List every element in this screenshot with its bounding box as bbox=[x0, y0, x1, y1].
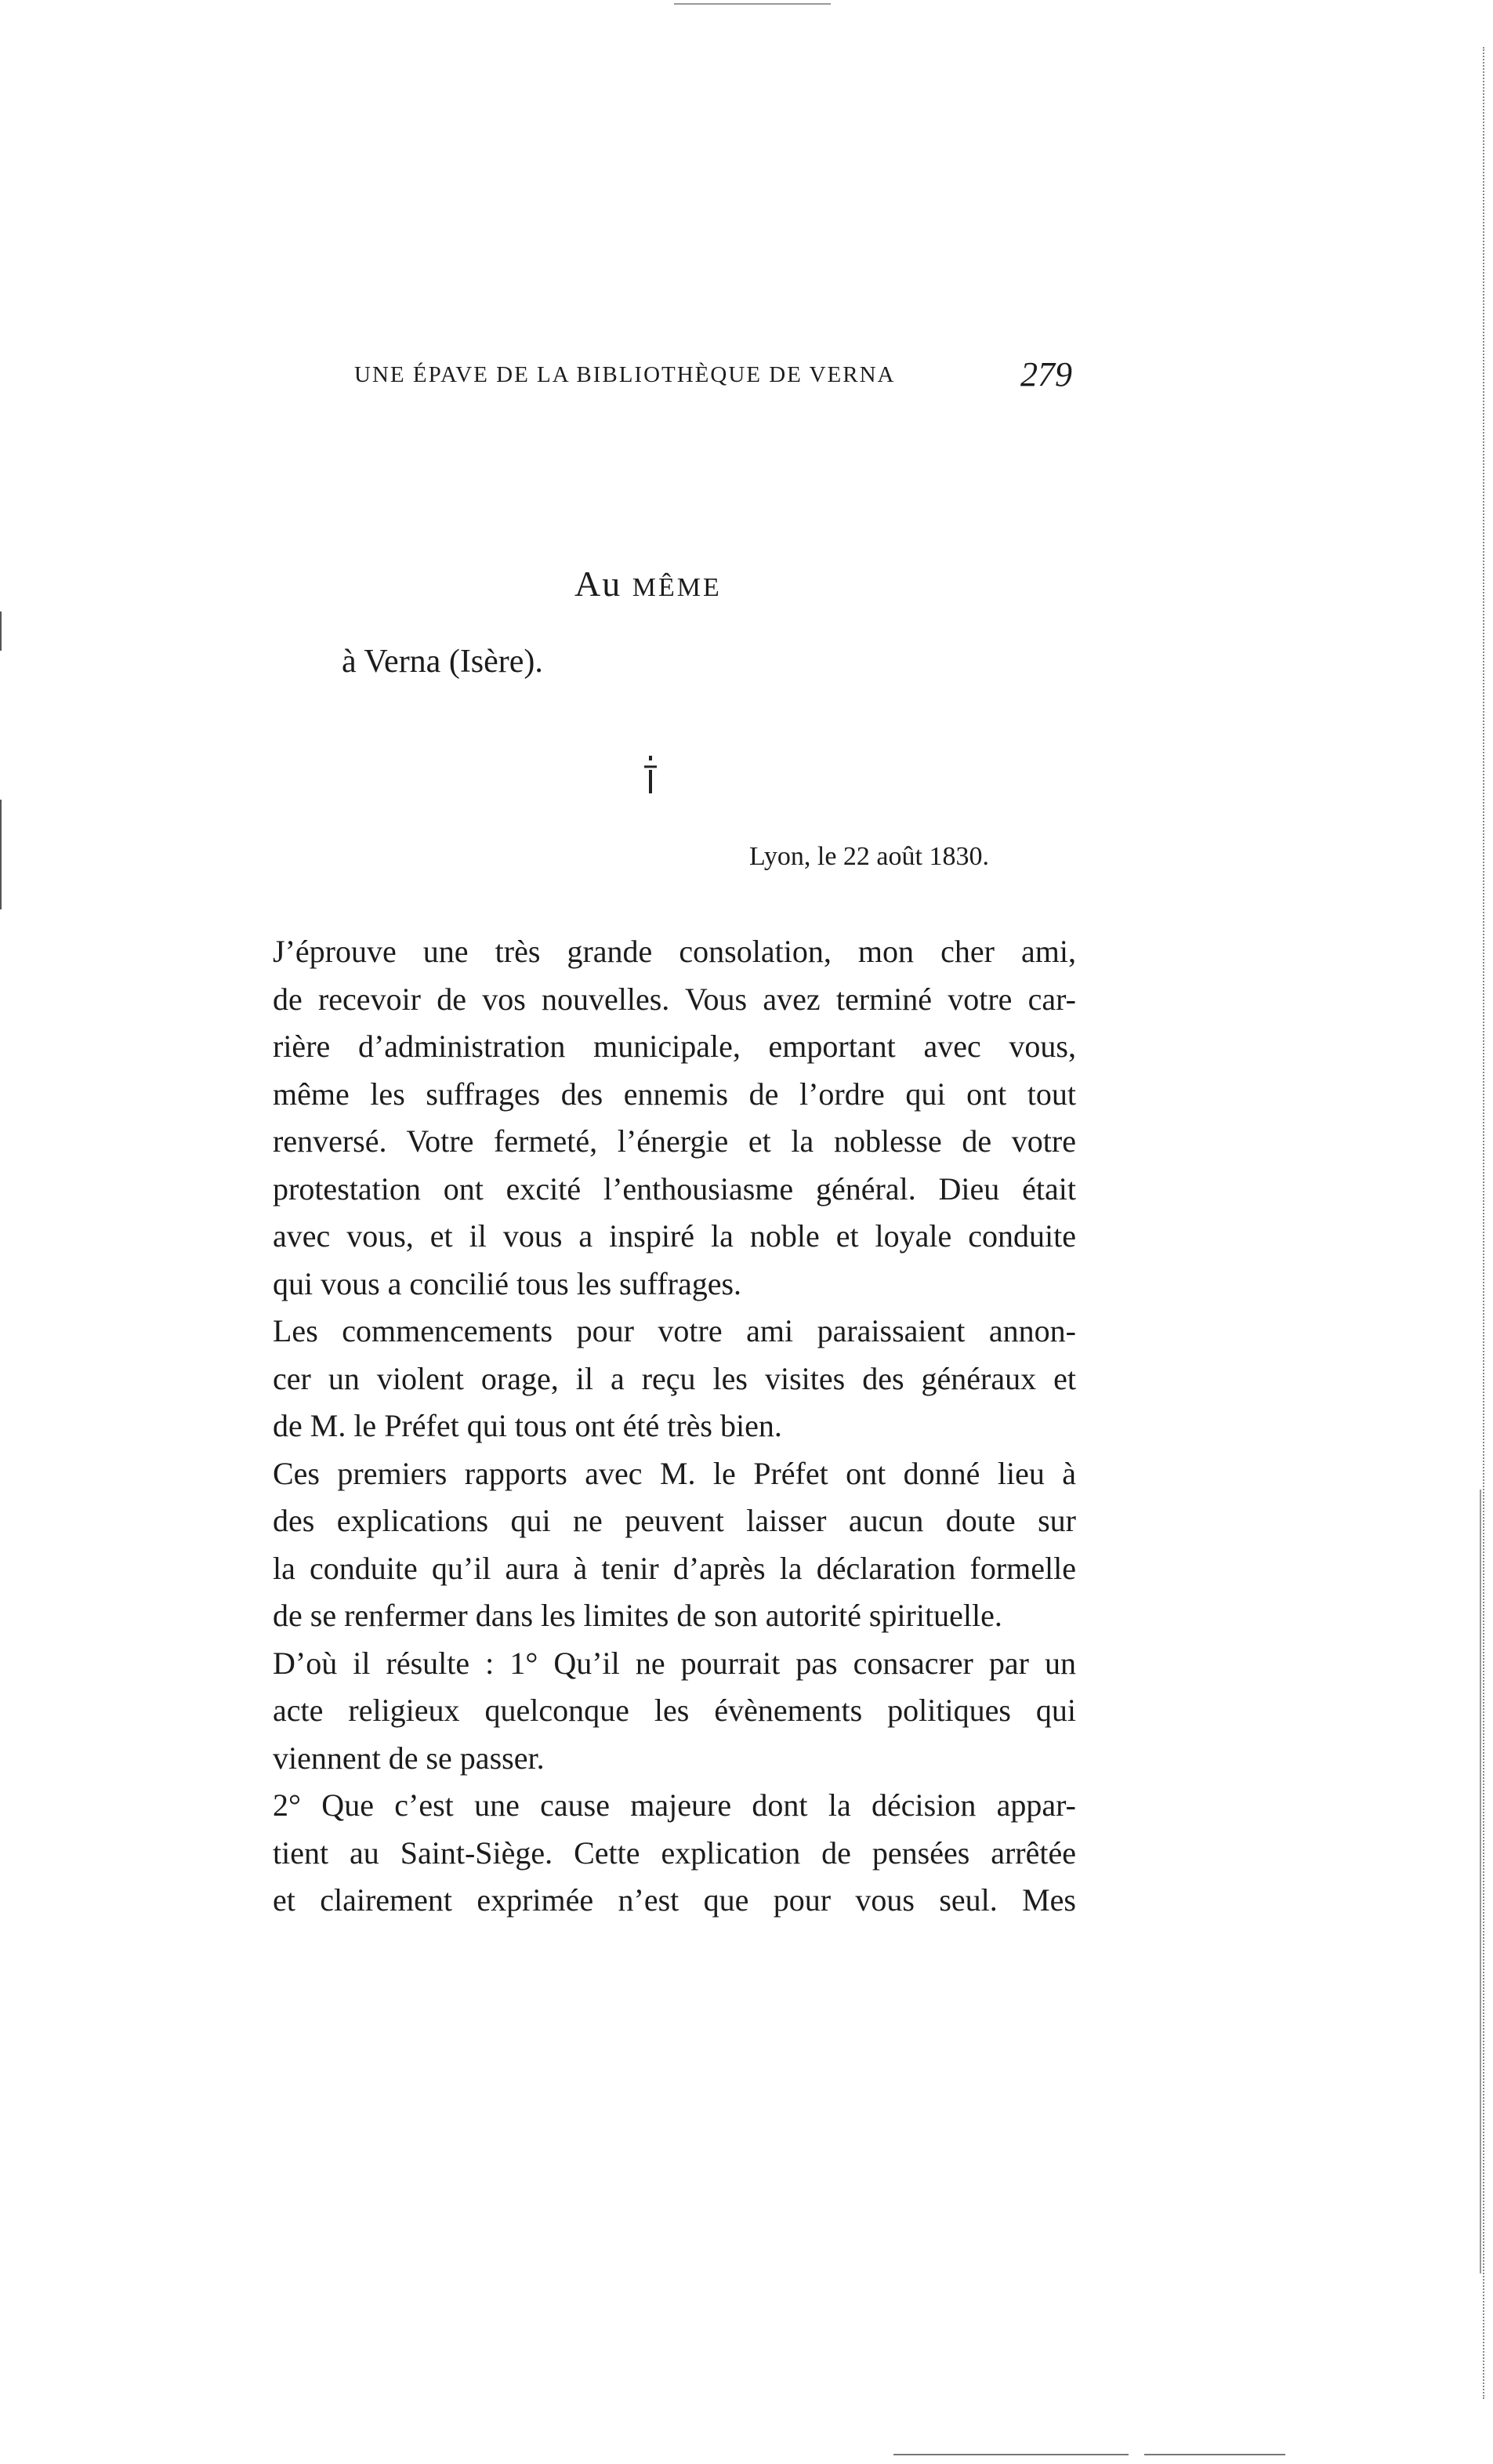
text-line: 2° Que c’est une cause majeure dont la décision appar- bbox=[273, 1787, 1076, 1823]
text-line: Les commencements pour votre ami paraissaient annon- bbox=[273, 1313, 1076, 1348]
text-line: rière d’administration municipale, emportant avec vous, bbox=[273, 1029, 1076, 1064]
scan-edge-right bbox=[1483, 47, 1486, 2399]
scan-edge-top bbox=[674, 3, 831, 5]
letter-address: à Verna (Isère). bbox=[342, 644, 543, 680]
heading-rest: MÊME bbox=[632, 573, 722, 602]
page-number: 279 bbox=[1020, 355, 1072, 394]
text-line: de recevoir de vos nouvelles. Vous avez terminé votre car- bbox=[273, 981, 1076, 1017]
paragraph-2 bbox=[273, 1308, 1076, 1450]
letter-heading bbox=[574, 563, 722, 604]
text-line: et clairement exprimée n’est que pour vous seul. Mes bbox=[273, 1882, 1076, 1918]
heading-initial: Au bbox=[574, 564, 622, 604]
text-line: même les suffrages des ennemis de l’ordre qui ont tout bbox=[273, 1076, 1076, 1112]
text-line: des explications qui ne peuvent laisser aucun doute sur bbox=[273, 1503, 1076, 1538]
paragraph-5 bbox=[273, 1782, 1076, 1925]
text-line: la conduite qu’il aura à tenir d’après la déclaration formelle bbox=[273, 1550, 1076, 1586]
text-line: cer un violent orage, il a reçu les visites des généraux et bbox=[273, 1360, 1076, 1396]
text-line: de se renfermer dans les limites de son autorité spirituelle. bbox=[273, 1598, 1002, 1633]
scan-edge-left bbox=[0, 611, 2, 651]
cross-icon bbox=[643, 754, 658, 795]
text-line: viennent de se passer. bbox=[273, 1740, 545, 1776]
paragraph-3 bbox=[273, 1450, 1076, 1640]
text-line: J’éprouve une très grande consolation, mon cher ami, bbox=[273, 934, 1076, 969]
letter-dateline: Lyon, le 22 août 1830. bbox=[749, 842, 989, 871]
text-line: tient au Saint-Siège. Cette explication de pensées arrêtée bbox=[273, 1834, 1076, 1871]
text-line: D’où il résulte : 1° Qu’il ne pourrait pas consacrer par un bbox=[273, 1645, 1076, 1681]
text-line: avec vous, et il vous a inspiré la noble et loyale conduite bbox=[273, 1218, 1076, 1254]
paragraph-4 bbox=[273, 1640, 1076, 1783]
text-line: protestation ont excité l’enthousiasme général. Dieu était bbox=[273, 1170, 1076, 1207]
scan-edge-bottom bbox=[893, 2454, 1129, 2455]
text-line: renversé. Votre fermeté, l’énergie et la noblesse de votre bbox=[273, 1123, 1076, 1159]
scan-edge-left bbox=[0, 800, 2, 909]
scan-edge-bottom bbox=[1144, 2454, 1285, 2455]
text-line: acte religieux quelconque les évènements politiques qui bbox=[273, 1693, 1076, 1728]
letter-body bbox=[273, 928, 1076, 1925]
scan-edge-right bbox=[1480, 1490, 1481, 2273]
running-title: UNE ÉPAVE DE LA BIBLIOTHÈQUE DE VERNA bbox=[354, 362, 896, 387]
text-line: qui vous a concilié tous les suffrages. bbox=[273, 1265, 742, 1301]
text-line: de M. le Préfet qui tous ont été très bien. bbox=[273, 1408, 782, 1443]
text-line: Ces premiers rapports avec M. le Préfet ont donné lieu à bbox=[273, 1455, 1076, 1491]
paragraph-1 bbox=[273, 928, 1076, 1308]
